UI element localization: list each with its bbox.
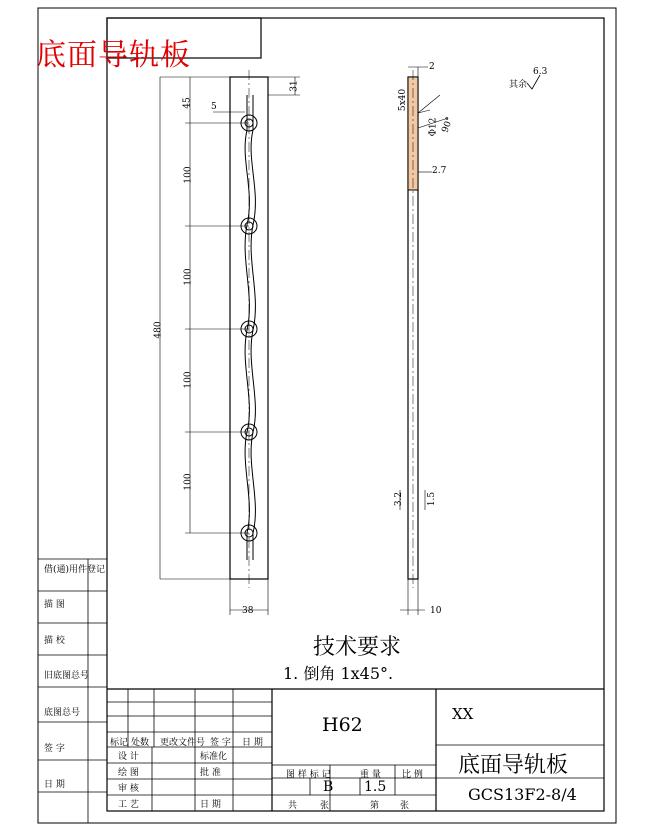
- rev-header-date: 日 期: [242, 738, 263, 748]
- scale-value: 1.5: [364, 779, 387, 795]
- dim-phi12: Φ12: [428, 117, 439, 137]
- left-strip-1: 借(通)用件登记: [44, 565, 106, 575]
- rev-header-sign: 签 字: [210, 738, 231, 748]
- revision-mark: B: [323, 779, 334, 795]
- dim-31: 31: [289, 80, 300, 92]
- technical-requirements-title: 技术要求: [313, 635, 402, 660]
- roughness-value: 6.3: [533, 67, 548, 77]
- dim-38: 38: [242, 606, 254, 616]
- dim-5: 5: [211, 102, 217, 112]
- role-process: 工 艺: [118, 800, 139, 810]
- role-date: 日 期: [200, 800, 221, 810]
- left-strip-2: 描 图: [44, 600, 65, 610]
- sheet-label-1: 张: [320, 801, 330, 811]
- left-strip-3: 描 校: [44, 636, 65, 646]
- sheet-total-label: 共: [288, 801, 298, 811]
- left-strip-5: 底图总号: [44, 708, 81, 718]
- part-name: 底面导轨板: [458, 753, 569, 778]
- rev-header-doc: 更改文件号: [160, 738, 206, 748]
- dim-90-deg: 90°: [440, 115, 456, 135]
- weight-header-mark: 图 样 标 记: [286, 770, 331, 780]
- role-standard: 标准化: [200, 752, 228, 762]
- drawing-number: GCS13F2-8/4: [468, 785, 577, 804]
- roughness-symbol: [527, 75, 540, 89]
- dim-100-c: 100: [183, 371, 194, 389]
- role-draw: 绘 图: [118, 768, 139, 778]
- dim-45: 45: [182, 97, 193, 109]
- dim-480: 480: [153, 321, 164, 339]
- material: H62: [322, 714, 363, 736]
- role-approve: 批 准: [200, 768, 221, 778]
- sheet-no-label: 第: [370, 801, 380, 811]
- role-check: 审 核: [118, 784, 139, 794]
- weight-header-scale: 比 例: [402, 770, 423, 780]
- dim-2-7: 2.7: [432, 166, 447, 176]
- dim-3-2: 3.2: [394, 491, 405, 507]
- technical-requirement-1: 1. 倒角 1x45°.: [283, 664, 394, 683]
- sheet-label-2: 张: [400, 801, 410, 811]
- weight-header-weight: 重 量: [360, 770, 381, 780]
- left-strip-7: 日 期: [44, 780, 65, 790]
- dim-5x40: 5x40: [398, 88, 409, 112]
- left-strip-6: 签 字: [44, 744, 65, 754]
- roughness-label: 其余: [509, 80, 528, 90]
- rev-header-mark: 标记: [110, 738, 129, 748]
- rail-plate-side-view: [400, 67, 448, 615]
- dim-2: 2: [429, 62, 435, 72]
- outer-border: [38, 8, 616, 823]
- overlay-title: 底面导轨板: [36, 38, 191, 73]
- dim-100-a: 100: [183, 166, 194, 184]
- inner-border: [107, 18, 604, 811]
- role-design: 设 计: [118, 752, 139, 762]
- dim-1-5: 1.5: [427, 491, 438, 507]
- dim-100-d: 100: [183, 473, 194, 491]
- company: XX: [452, 705, 474, 723]
- dim-10: 10: [430, 606, 442, 616]
- dim-100-b: 100: [183, 268, 194, 286]
- left-strip-4: 旧底图总号: [44, 671, 90, 681]
- rev-header-count: 处数: [131, 738, 150, 748]
